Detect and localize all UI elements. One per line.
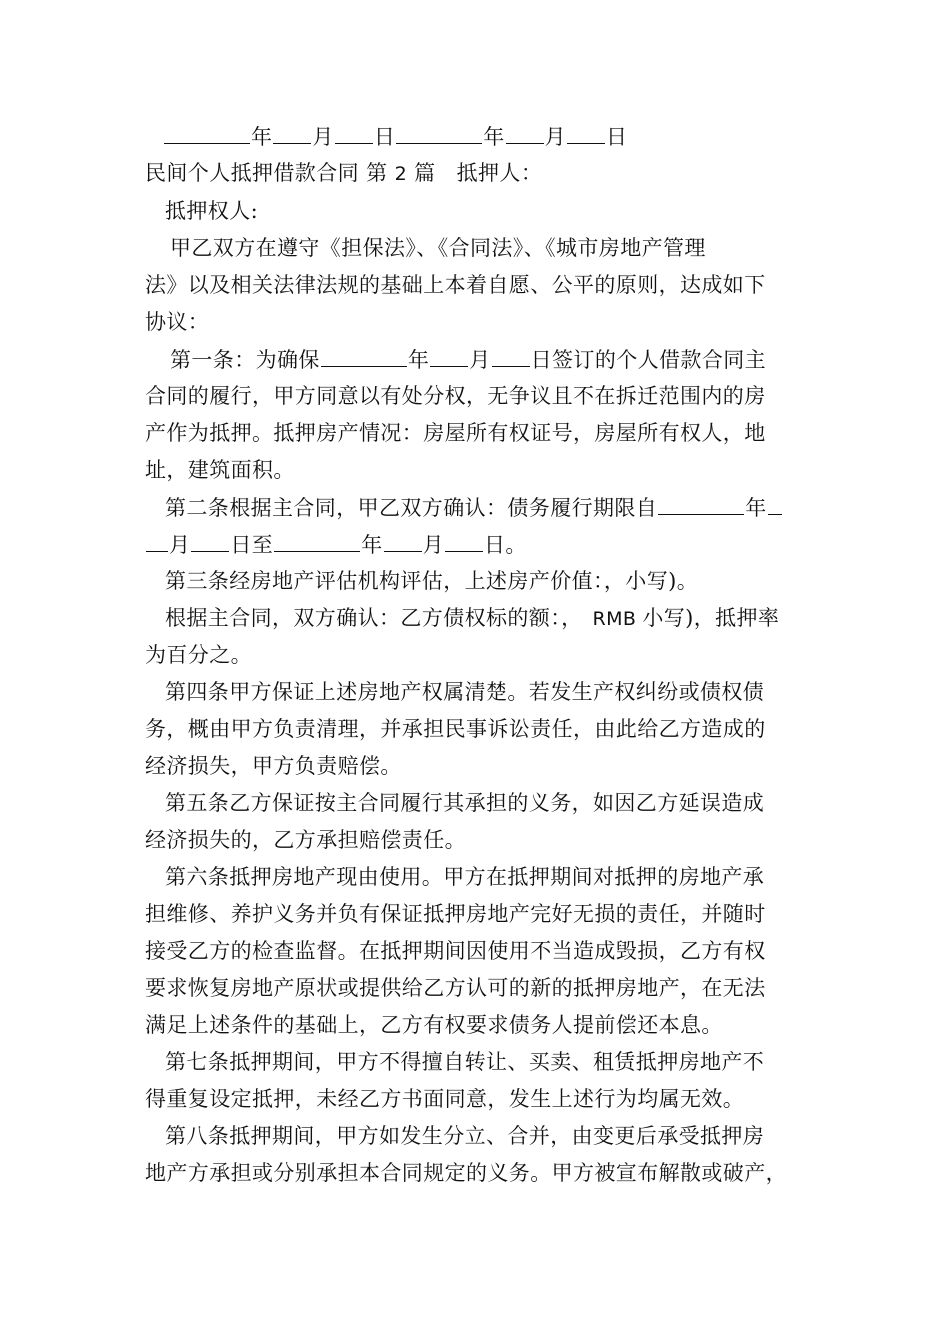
article-2-text: 日。 <box>484 533 527 557</box>
article-1-line: 址，建筑面积。 <box>145 458 295 482</box>
year-label: 年 <box>745 496 767 520</box>
blank-underline <box>274 529 360 552</box>
blank-underline <box>191 529 229 552</box>
article-6-line: 担维修、养护义务并负有保证抵押房地产完好无损的责任，并随时 <box>145 902 766 926</box>
blank-underline <box>567 121 605 144</box>
title-suffix: 篇 <box>414 161 436 185</box>
article-4-line: 第四条甲方保证上述房地产权属清楚。若发生产权纠纷或债权债 <box>165 680 765 704</box>
article-3-line: 第三条经房地产评估机构评估，上述房产价值：，小写)。 <box>165 569 699 593</box>
title-text: 民间个人抵押借款合同 第 <box>145 161 388 185</box>
article-4-line: 务，概由甲方负责清理，并承担民事诉讼责任，由此给乙方造成的 <box>145 717 766 741</box>
article-6-line: 接受乙方的检查监督。在抵押期间因使用不当造成毁损，乙方有权 <box>145 939 766 963</box>
article-1-text: 日签订的个人借款合同主 <box>530 348 767 372</box>
year-label: 年 <box>407 348 430 372</box>
blank-underline <box>506 121 544 144</box>
mortgagor-label: 抵押人： <box>456 161 543 185</box>
month-label: 月 <box>422 533 445 557</box>
preamble-line: 甲乙双方在遵守《担保法》、《合同法》、《城市房地产管理 <box>170 236 706 260</box>
blank-underline <box>273 121 311 144</box>
article-2-text: 第二条根据主合同，甲乙双方确认：债务履行期限自 <box>165 496 658 520</box>
confirm-text: 小写)，抵押率 <box>642 606 780 630</box>
date-month-label: 月 <box>312 125 334 149</box>
blank-underline <box>321 344 407 367</box>
blank-underline <box>445 529 483 552</box>
blank-underline <box>335 121 373 144</box>
confirm-line <box>165 603 779 634</box>
month-label: 月 <box>469 348 491 372</box>
article-8-line: 地产方承担或分别承担本合同规定的义务。甲方被宣布解散或破产， <box>145 1161 787 1185</box>
date-day-label: 日 <box>606 125 628 149</box>
article-8-line: 第八条抵押期间，甲方如发生分立、合并，由变更后承受抵押房 <box>165 1124 765 1148</box>
preamble-line: 协议： <box>145 310 210 334</box>
preamble-line: 法》以及相关法律法规的基础上本着自愿、公平的原则，达成如下 <box>145 273 766 297</box>
month-label: 月 <box>169 533 191 557</box>
currency-label: RMB <box>592 608 637 630</box>
article-5-line: 经济损失的，乙方承担赔偿责任。 <box>145 828 466 852</box>
confirm-line: 为百分之。 <box>145 643 252 667</box>
mortgagee-label: 抵押权人: <box>165 199 259 223</box>
article-2-line <box>145 529 527 560</box>
article-7-line: 得重复设定抵押，未经乙方书面同意，发生上述行为均属无效。 <box>145 1087 745 1111</box>
blank-underline <box>164 121 250 144</box>
article-6-line: 要求恢复房地产原状或提供给乙方认可的新的抵押房地产，在无法 <box>145 976 766 1000</box>
date-day-label: 日 <box>373 125 396 149</box>
blank-underline <box>768 492 782 515</box>
blank-underline <box>492 344 530 367</box>
article-1-line: 合同的履行，甲方同意以有处分权，无争议且不在拆迁范围内的房 <box>145 384 766 408</box>
article-2-line <box>165 492 783 523</box>
blank-underline <box>658 492 744 515</box>
article-1-line: 产作为抵押。抵押房产情况：房屋所有权证号，房屋所有权人，地 <box>145 421 766 445</box>
article-7-line: 第七条抵押期间，甲方不得擅自转让、买卖、租赁抵押房地产不 <box>165 1050 765 1074</box>
article-4-line: 经济损失，甲方负责赔偿。 <box>145 754 402 778</box>
article-6-line: 第六条抵押房地产现由使用。甲方在抵押期间对抵押的房地产承 <box>165 865 765 889</box>
article-6-line: 满足上述条件的基础上，乙方有权要求债务人提前偿还本息。 <box>145 1013 723 1037</box>
date-year-label: 年 <box>483 125 505 149</box>
article-5-line: 第五条乙方保证按主合同履行其承担的义务，如因乙方延误造成 <box>165 791 765 815</box>
year-label: 年 <box>361 533 383 557</box>
blank-underline <box>146 529 168 552</box>
blank-underline <box>396 121 482 144</box>
date-month-label: 月 <box>544 125 567 149</box>
article-number: 2 <box>394 163 408 185</box>
date-signature-line <box>163 121 627 152</box>
article-2-text: 日至 <box>230 533 274 557</box>
blank-underline <box>384 529 422 552</box>
document-title <box>145 158 542 189</box>
article-1-text: 第一条：为确保 <box>170 348 320 372</box>
confirm-text: 根据主合同，双方确认：乙方债权标的额：， <box>165 606 583 630</box>
blank-underline <box>430 344 468 367</box>
article-1-line <box>170 344 766 375</box>
date-year-label: 年 <box>251 125 273 149</box>
